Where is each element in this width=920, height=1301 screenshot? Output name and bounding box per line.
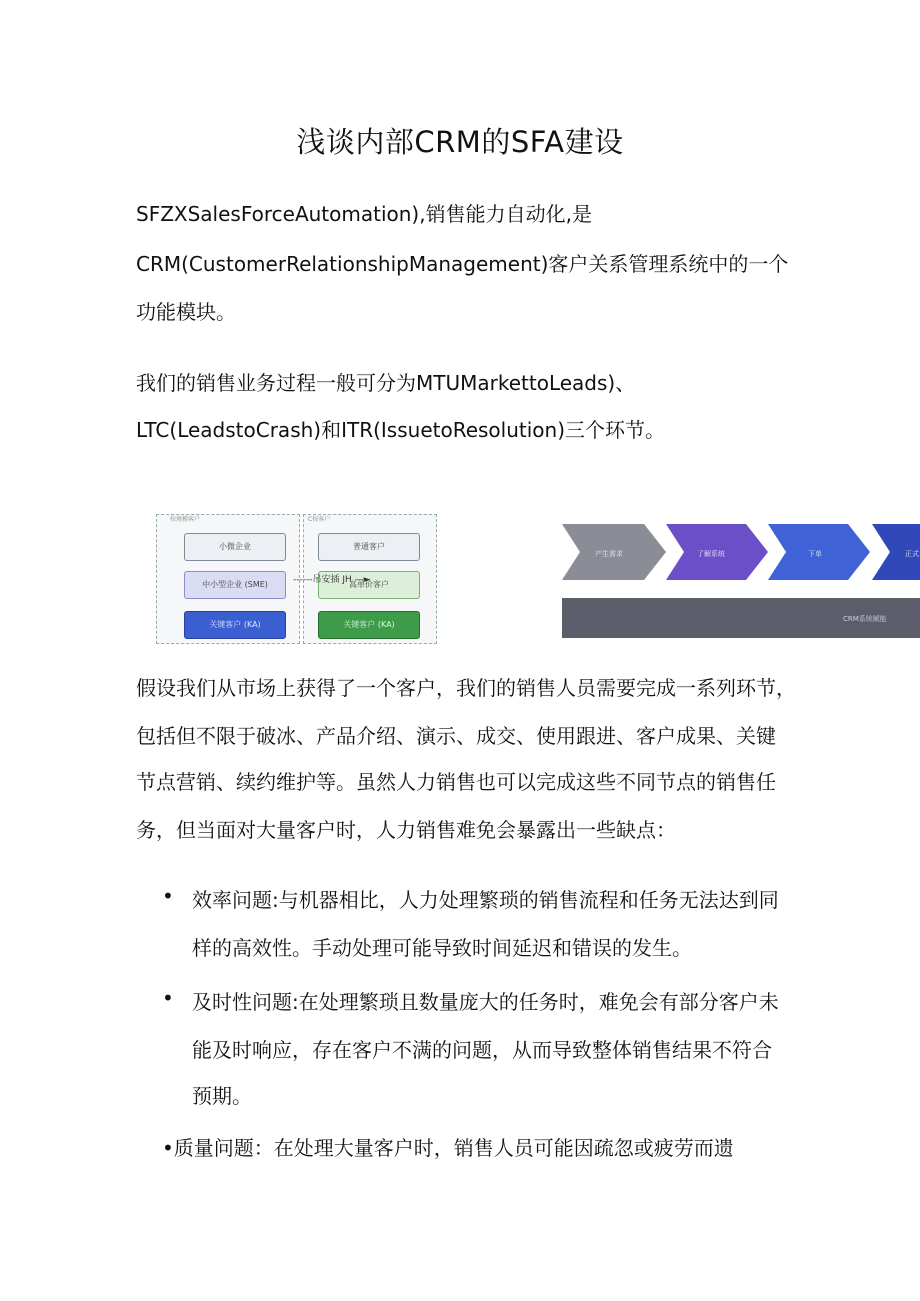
paragraph-3-line-4: 务，但当面对大量客户时，人力销售难免会暴露出一些缺点： <box>136 818 676 842</box>
bullet-2-line-2: 能及时响应，存在客户不满的问题，从而导致整体销售结果不符合 <box>192 1038 772 1062</box>
chevron-2-label: 了解系统 <box>697 550 725 558</box>
pill-normal-customer: 普通客户 <box>318 533 420 561</box>
paragraph-2-line-2: LTC(LeadstoCrash)和ITR(IssuetoResolution)三个环节。 <box>136 418 666 442</box>
bullet-1-marker: • <box>162 884 174 908</box>
bullet-2-line-3: 预期。 <box>192 1084 252 1108</box>
bullet-1-line-2: 样的高效性。手动处理可能导致时间延迟和错误的发生。 <box>192 936 692 960</box>
paragraph-3-line-1: 假设我们从市场上获得了一个客户，我们的销售人员需要完成一系列环节， <box>136 676 796 700</box>
paragraph-2-line-1: 我们的销售业务过程一般可分为MTUMarkettoLeads)、 <box>136 371 636 395</box>
bullet-3-line-1: •质量问题：在处理大量客户时，销售人员可能因疏忽或疲劳而遗 <box>162 1136 734 1160</box>
chevron-3-label: 下单 <box>808 550 822 558</box>
arrow-connector-label: ------吊安插 JH —► <box>293 575 371 585</box>
pill-key-account-left: 关键客户 (KA) <box>184 611 286 639</box>
chevron-4-label: 正式 <box>905 550 919 558</box>
bullet-2-line-1: 及时性问题:在处理繁琐且数量庞大的任务时，难免会有部分客户未 <box>192 990 779 1014</box>
pill-high-value-customer: 高单价客户 <box>318 571 420 599</box>
left-group-label: 按规模客户 <box>170 516 201 523</box>
crm-enablement-label: CRM系统赋能 <box>843 615 887 623</box>
paragraph-3-line-2: 包括但不限于破冰、产品介绍、演示、成交、使用跟进、客户成果、关键 <box>136 724 776 748</box>
paragraph-3-line-3: 节点营销、续约维护等。虽然人力销售也可以完成这些不同节点的销售任 <box>136 770 776 794</box>
right-group-label: C按客户 <box>308 516 331 523</box>
chevron-1-label: 产生需求 <box>595 550 623 558</box>
pill-key-account-right: 关键客户 (KA) <box>318 611 420 639</box>
paragraph-1-line-2: CRM(CustomerRelationshipManagement)客户关系管理系统中的一个 <box>136 252 789 276</box>
bullet-2-marker: • <box>162 986 174 1010</box>
bullet-1-line-1: 效率问题:与机器相比，人力处理繁琐的销售流程和任务无法达到同 <box>192 888 779 912</box>
paragraph-1-line-3: 功能模块。 <box>136 300 236 324</box>
paragraph-1-line-1: SFZXSalesForceAutomation),销售能力自动化,是 <box>136 202 592 226</box>
pill-sme: 中小型企业 (SME) <box>184 571 286 599</box>
pill-small-business: 小微企业 <box>184 533 286 561</box>
document-title: 浅谈内部CRM的SFA建设 <box>296 125 624 159</box>
